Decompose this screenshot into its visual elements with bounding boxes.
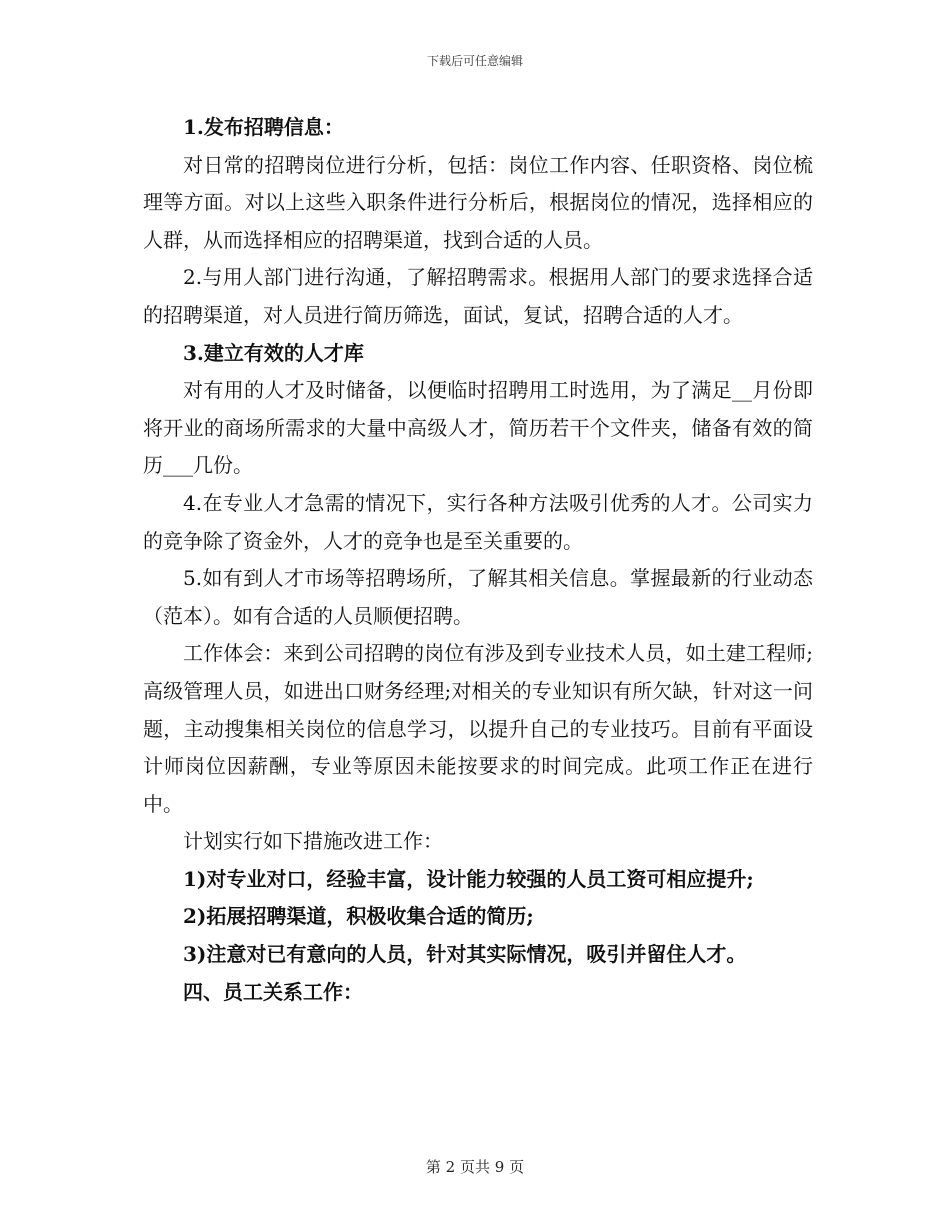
paragraph-plan-intro: 计划实行如下措施改进工作：: [183, 829, 443, 854]
paragraph: 5.如有到人才市场等招聘场所，了解其相关信息。掌握最新的行业动态（范本）。如有合适的人员顺便招聘。: [143, 566, 813, 628]
paragraph-work-experience: 工作体会：来到公司招聘的岗位有涉及到专业技术人员，如土建工程师;高级管理人员，如进出口财务经理;对相关的专业知识有所欠缺，针对这一问题，主动搜集相关岗位的信息学习，以提升自己的专业技巧。目前有平面设计师岗位因薪酬，专业等原因未能按要求的时间完成。此项工作正在进行中。: [143, 641, 813, 816]
paragraph: 对日常的招聘岗位进行分析，包括：岗位工作内容、任职资格、岗位梳理等方面。对以上这些入职条件进行分析后，根据岗位的情况，选择相应的人群，从而选择相应的招聘渠道，找到合适的人员。: [143, 152, 813, 252]
paragraph: 2.与用人部门进行沟通，了解招聘需求。根据用人部门的要求选择合适的招聘渠道，对人员进行简历筛选，面试，复试，招聘合适的人才。: [143, 265, 813, 327]
plan-item-1: 1)对专业对口，经验丰富，设计能力较强的人员工资可相应提升;: [183, 866, 754, 891]
paragraph: 对有用的人才及时储备，以便临时招聘用工时选用，为了满足__月份即将开业的商场所需求的大量中高级人才，简历若干个文件夹，储备有效的简历___几份。: [143, 378, 813, 478]
page-footer: 第 2 页共 9 页: [425, 1158, 525, 1176]
page-header: 下载后可任意编辑: [426, 54, 523, 68]
section-heading-employee-relations: 四、员工关系工作：: [183, 979, 363, 1004]
plan-item-3: 3)注意对已有意向的人员，针对其实际情况，吸引并留住人才。: [183, 942, 747, 967]
document-body: [143, 109, 813, 1011]
heading-recruitment-info: 1.发布招聘信息：: [183, 115, 344, 139]
heading-talent-pool: 3.建立有效的人才库: [183, 340, 364, 365]
paragraph: 4.在专业人才急需的情况下，实行各种方法吸引优秀的人才。公司实力的竞争除了资金外，人才的竞争也是至关重要的。: [143, 490, 813, 553]
plan-item-2: 2)拓展招聘渠道，积极收集合适的简历;: [183, 904, 534, 929]
